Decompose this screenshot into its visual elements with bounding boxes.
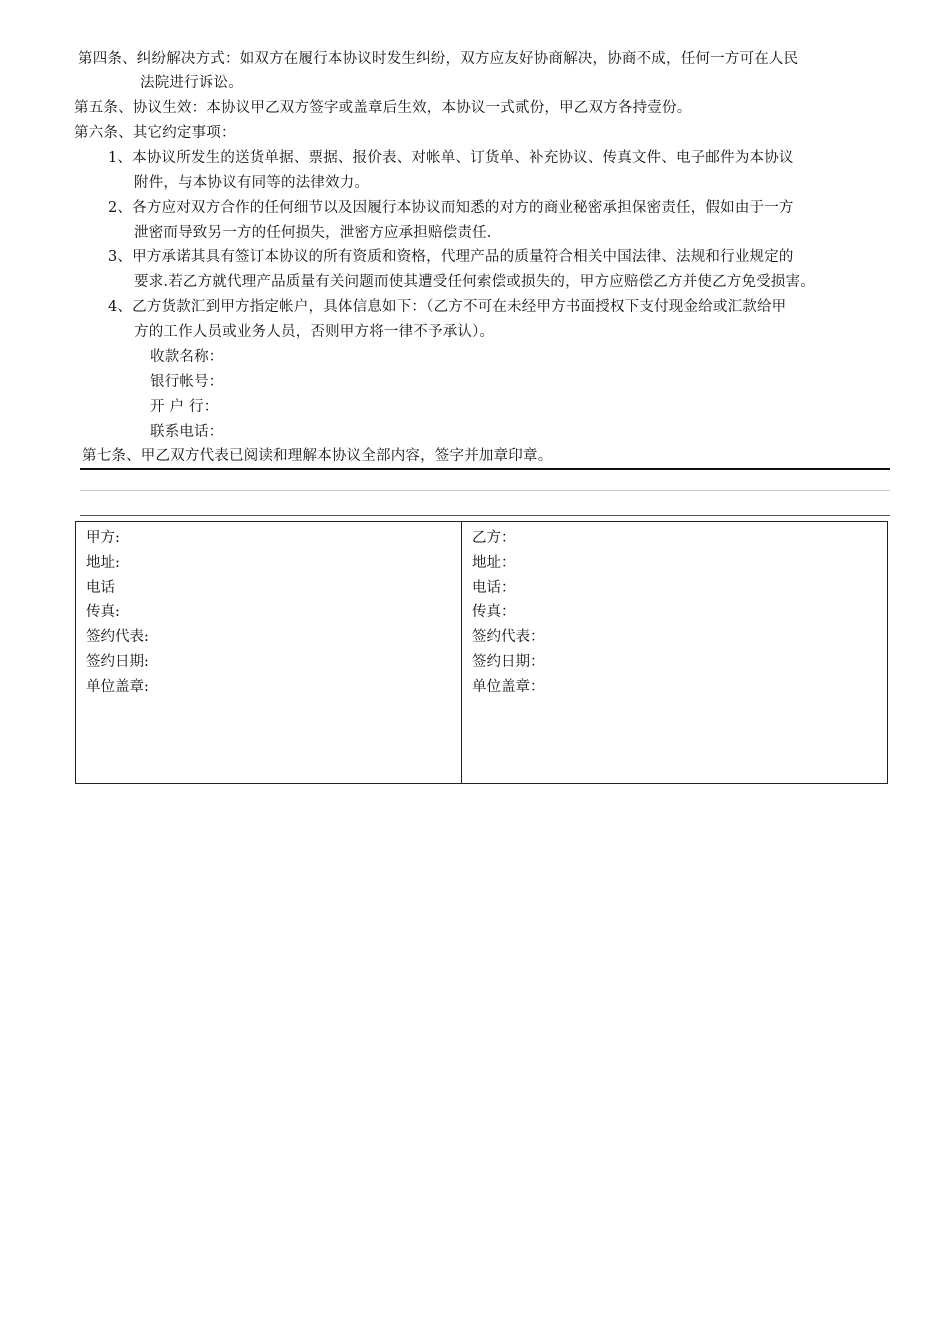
party-b-fax-label: 传真： — [472, 604, 516, 621]
article6-title: 第六条、其它约定事项： — [74, 125, 236, 141]
item4-line2: 方的工作人员或业务人员，否则甲方将一律不予承认）。 — [134, 324, 495, 340]
item1-line1: 1、本协议所发生的送货单据、票据、报价表、对帐单、订货单、补充协议、传真文件、电子邮件为本协议 — [108, 150, 794, 166]
item4-line1: 4、乙方货款汇到甲方指定帐户，具体信息如下：（乙方不可在未经甲方书面授权下支付现金给或汇款给甲 — [108, 299, 787, 315]
divider-mid — [80, 515, 890, 516]
party-b-name-label: 乙方： — [472, 530, 516, 546]
divider-thick — [80, 468, 890, 470]
party-a-address-label: 地址: — [86, 554, 120, 571]
payee-name-label: 收款名称： — [150, 349, 224, 365]
party-a-date-label: 签约日期: — [86, 653, 149, 670]
item1-line2: 附件，与本协议有同等的法律效力。 — [134, 175, 370, 191]
party-b-column — [462, 522, 887, 783]
article7: 第七条、甲乙双方代表已阅读和理解本协议全部内容，签字并加章印章。 — [82, 448, 553, 464]
party-b-date-label: 签约日期： — [472, 653, 545, 670]
party-a-phone-label: 电话 — [86, 579, 115, 596]
signature-table — [75, 521, 888, 784]
party-a-fax-label: 传真: — [86, 604, 120, 621]
party-a-name-label: 甲方: — [86, 530, 120, 546]
article5: 第五条、协议生效：本协议甲乙双方签字或盖章后生效，本协议一式贰份，甲乙双方各持壹份。 — [74, 100, 692, 116]
bank-account-label: 银行帐号： — [150, 374, 224, 390]
item3-line2: 要求.若乙方就代理产品质量有关问题而使其遭受任何索偿或损失的，甲方应赔偿乙方并使乙方免受损害。 — [134, 274, 816, 290]
item3-line1: 3、甲方承诺其具有签订本协议的所有资质和资格，代理产品的质量符合相关中国法律、法规和行业规定的 — [108, 249, 794, 265]
party-a-seal-label: 单位盖章: — [86, 678, 149, 695]
party-b-address-label: 地址： — [472, 554, 516, 571]
item2-line1: 2、各方应对双方合作的任何细节以及因履行本协议而知悉的对方的商业秘密承担保密责任，假如由于一方 — [108, 200, 794, 216]
party-a-representative-label: 签约代表: — [86, 629, 149, 646]
divider-thin — [80, 490, 890, 491]
item2-line2: 泄密而导致另一方的任何损失，泄密方应承担赔偿责任. — [134, 225, 492, 241]
party-b-phone-label: 电话： — [472, 579, 516, 596]
party-b-representative-label: 签约代表： — [472, 629, 545, 646]
party-a-column — [76, 522, 462, 783]
article4-line1: 第四条、纠纷解决方式：如双方在履行本协议时发生纠纷，双方应友好协商解决，协商不成，任何一方可在人民 — [78, 51, 799, 67]
contact-phone-label: 联系电话： — [150, 424, 224, 440]
article4-line2: 法院进行诉讼。 — [140, 75, 243, 91]
bank-branch-label: 开 户 行： — [150, 399, 219, 415]
party-b-seal-label: 单位盖章： — [472, 678, 545, 695]
